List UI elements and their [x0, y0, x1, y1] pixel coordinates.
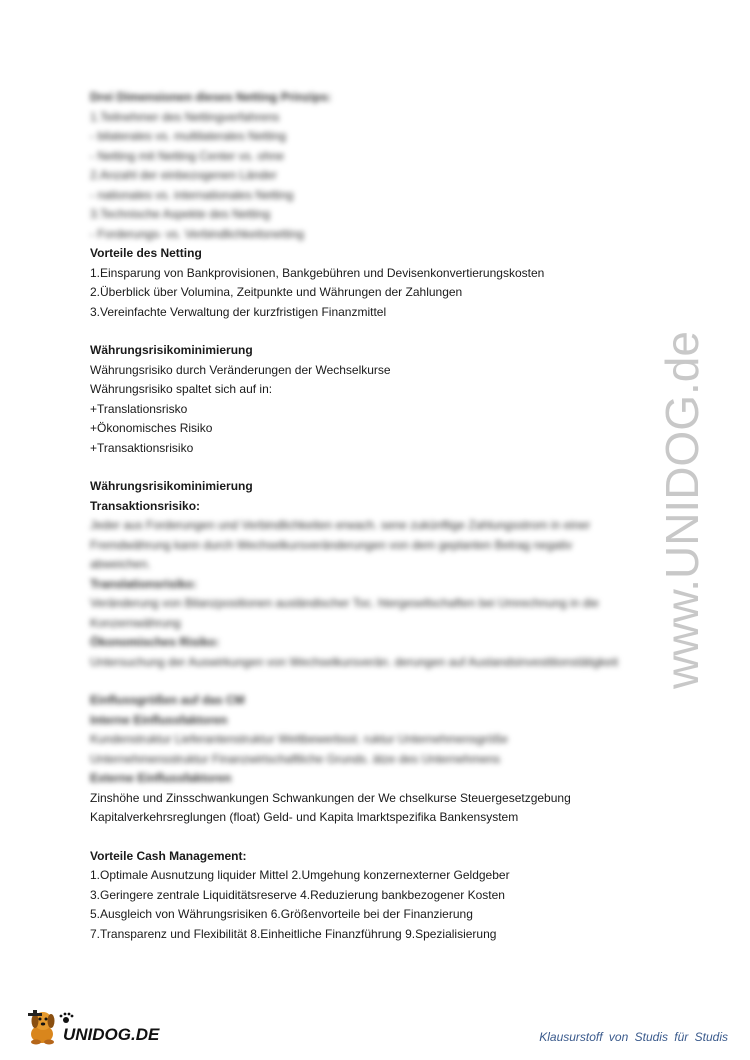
- section-heading: Einflussgrößen auf das CM: [90, 693, 245, 707]
- text-line: - Netting mit Netting Center vs. ohne: [90, 148, 285, 163]
- section-netting-dimensions: [90, 88, 650, 244]
- spacer: [90, 672, 650, 691]
- text-line: 1.Teilnehmer des Nettingverfahrens: [90, 109, 280, 124]
- text-line: 2.Überblick über Volumina, Zeitpunkte und Währungen der Zahlungen: [90, 285, 463, 299]
- text-line: Kundenstruktur Lieferantenstruktur Wettbewerbsst. ruktur Unternehmensgröße: [90, 732, 508, 746]
- text-line: +Transaktionsrisiko: [90, 440, 194, 455]
- text-line: 3.Vereinfachte Verwaltung der kurzfristigen Finanzmittel: [90, 304, 387, 319]
- text-line: 1.Optimale Ausnutzung liquider Mittel 2.Umgehung konzernexterner Geldgeber: [90, 868, 510, 882]
- text-line: Veränderung von Bilanzpositionen ausländischer Toc. htergesellschaften bei Umrechnung in die: [90, 596, 599, 610]
- text-line: abweichen.: [90, 557, 151, 571]
- watermark-text: www.UNIDOG.de: [656, 331, 708, 689]
- text-line: Währungsrisiko spaltet sich auf in:: [90, 382, 273, 396]
- section-risk-types: [90, 477, 650, 672]
- section-heading: Drei Dimensionen dieses Netting Prinzips:: [90, 90, 332, 104]
- footer-tagline: Klausurstoff von Studis für Studis: [539, 1030, 728, 1044]
- text-line: Kapitalverkehrsreglungen (float) Geld- und Kapita lmarktspezifika Bankensystem: [90, 810, 519, 824]
- text-line: Währungsrisiko durch Veränderungen der Wechselkurse: [90, 362, 391, 377]
- text-line: Unternehmensstruktur Finanzwirtschaftliche Grunds. ätze des Unternehmens: [90, 751, 501, 766]
- subheading: Interne Einflussfaktoren: [90, 712, 228, 727]
- dog-mascot-icon: [28, 1010, 55, 1045]
- text-line: Jeder aus Forderungen und Verbindlichkeiten erwach. sene zukünftige Zahlungsstrom in einer: [90, 518, 591, 532]
- text-line: 1.Einsparung von Bankprovisionen, Bankgebühren und Devisenkonvertierungskosten: [90, 265, 545, 280]
- text-line: - nationales vs. internationales Netting: [90, 187, 294, 202]
- text-line: 5.Ausgleich von Währungsrisiken 6.Größenvorteile bei der Finanzierung: [90, 907, 473, 921]
- subheading: Externe Einflussfaktoren: [90, 771, 232, 785]
- paw-icon: [60, 1013, 74, 1023]
- text-line: - Forderungs- vs. Verbindlichkeitsnetting: [90, 226, 305, 241]
- text-line: +Ökonomisches Risiko: [90, 421, 213, 435]
- section-heading: Währungsrisikominimierung: [90, 479, 253, 493]
- text-line: Zinshöhe und Zinsschwankungen Schwankungen der We chselkurse Steuergesetzgebung: [90, 790, 571, 805]
- unidog-watermark: [656, 280, 728, 740]
- section-cm-factors: [90, 691, 650, 828]
- section-heading: Vorteile Cash Management:: [90, 848, 247, 863]
- section-heading: Vorteile des Netting: [90, 246, 202, 260]
- text-line: +Translationsrisko: [90, 401, 188, 416]
- text-line: Konzernwährung: [90, 615, 181, 630]
- spacer: [90, 828, 650, 847]
- text-line: Untersuchung der Auswirkungen von Wechselkursverän. derungen auf Auslandsinvestitionstätigkeit: [90, 654, 619, 669]
- text-line: 2.Anzahl der einbezogenen Länder: [90, 168, 277, 182]
- section-heading: Währungsrisikominimierung: [90, 343, 253, 357]
- section-currency-risk: [90, 341, 650, 458]
- text-line: 7.Transparenz und Flexibilität 8.Einheitliche Finanzführung 9.Spezialisierung: [90, 926, 497, 941]
- spacer: [90, 322, 650, 341]
- text-line: 3.Geringere zentrale Liquiditätsreserve 4.Reduzierung bankbezogener Kosten: [90, 887, 505, 902]
- section-netting-advantages: [90, 244, 650, 322]
- text-line: Fremdwährung kann durch Wechselkursveränderungen von dem geplanten Betrag negativ: [90, 537, 573, 552]
- logo-text: UNIDOG.DE: [63, 1025, 160, 1044]
- document-body: [90, 88, 650, 944]
- unidog-logo: [22, 1008, 182, 1048]
- subheading: Ökonomisches Risiko:: [90, 635, 220, 649]
- text-line: 3.Technische Aspekte des Netting: [90, 207, 271, 221]
- spacer: [90, 458, 650, 477]
- subheading: Transaktionsrisiko:: [90, 498, 201, 513]
- text-line: - bilaterales vs. multilaterales Netting: [90, 129, 287, 143]
- subheading: Translationsrisiko:: [90, 576, 197, 591]
- section-cash-management-advantages: [90, 847, 650, 945]
